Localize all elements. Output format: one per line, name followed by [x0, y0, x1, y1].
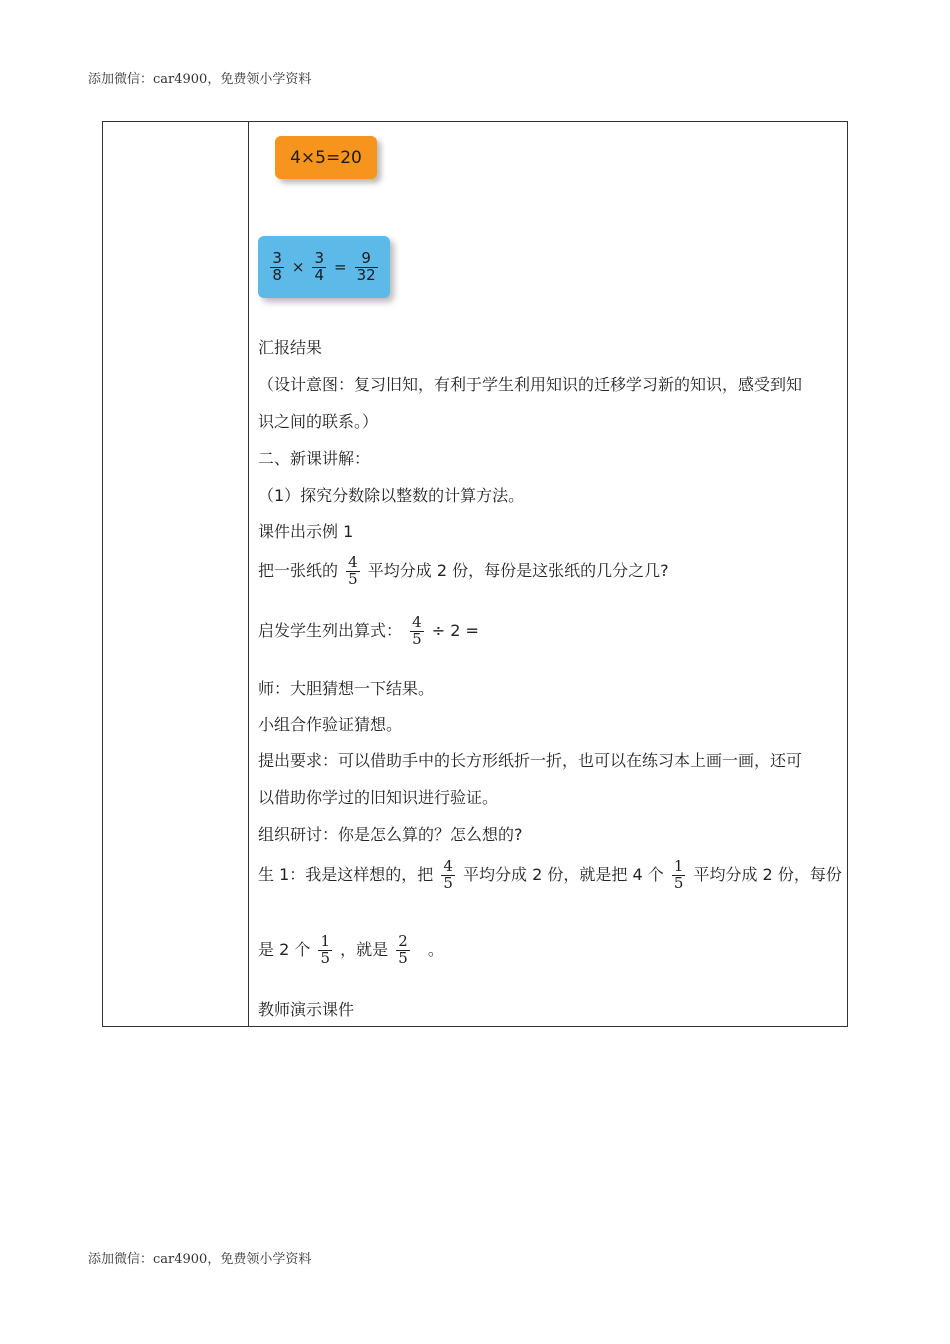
frac-num: 4 — [412, 613, 422, 631]
design-intent-line1: （设计意图：复习旧知，有利于学生利用知识的迁移学习新的知识，感受到知 — [258, 375, 803, 394]
fraction-2-5 — [396, 934, 410, 967]
fraction-4-5 — [346, 555, 360, 588]
watermark-bottom: 添加微信：car4900，免费领小学资料 — [88, 1252, 312, 1267]
equals-sign: = — [334, 258, 347, 276]
student1-cont-part3: 。 — [427, 939, 444, 959]
formula-suffix: ÷ 2 = — [431, 620, 479, 640]
teacher-demo: 教师演示课件 — [258, 1000, 355, 1019]
frac-den: 5 — [320, 948, 330, 967]
frac-num: 1 — [673, 857, 684, 875]
frac-num: 4 — [443, 857, 453, 875]
teacher-guess: 师：大胆猜想一下结果。 — [258, 679, 435, 698]
student1-part2: 平均分成 2 份，就是把 4 个 — [463, 864, 664, 884]
frac-num: 3 — [272, 248, 282, 267]
frac-den: 5 — [673, 873, 684, 892]
section-two-heading: 二、新课讲解： — [258, 449, 371, 468]
requirement-line2: 以借助你学过的旧知识进行验证。 — [258, 788, 499, 807]
frac-den: 5 — [398, 948, 408, 967]
student1-cont-part2: ，就是 — [340, 939, 389, 959]
blue-equation-card — [258, 236, 390, 298]
student1-part1: 生 1：我是这样想的，把 — [258, 864, 434, 884]
question-prefix: 把一张纸的 — [258, 560, 339, 580]
group-verify: 小组合作验证猜想。 — [258, 715, 403, 734]
student1-line — [258, 859, 842, 892]
times-sign: × — [291, 258, 305, 276]
fraction-3-4 — [312, 248, 326, 284]
frac-num: 4 — [348, 553, 358, 571]
orange-equation-card — [275, 136, 377, 179]
lesson-table — [102, 121, 848, 1027]
student1-part3: 平均分成 2 份，每份 — [693, 864, 842, 884]
fraction-9-32 — [355, 248, 378, 284]
orange-equation: 4×5=20 — [290, 147, 362, 168]
fraction-1-5 — [672, 859, 686, 892]
frac-den: 5 — [348, 569, 358, 588]
student1-continued — [258, 934, 444, 967]
requirement-line1: 提出要求：可以借助手中的长方形纸折一折，也可以在练习本上画一画，还可 — [258, 751, 803, 770]
question-line — [258, 555, 669, 588]
fraction-4-5 — [410, 615, 424, 648]
frac-num: 3 — [314, 248, 324, 267]
discussion: 组织研讨：你是怎么算的？怎么想的? — [258, 825, 523, 844]
frac-den: 32 — [356, 265, 376, 284]
fraction-equation — [267, 248, 380, 284]
watermark-top: 添加微信：car4900，免费领小学资料 — [88, 72, 312, 87]
formula-line — [258, 615, 479, 648]
example-label: 课件出示例 1 — [258, 522, 354, 541]
fraction-4-5 — [441, 859, 455, 892]
report-results: 汇报结果 — [258, 338, 323, 357]
frac-den: 5 — [412, 629, 422, 648]
frac-den: 8 — [272, 265, 282, 284]
fraction-1-5 — [318, 934, 332, 967]
frac-num: 2 — [398, 932, 408, 950]
question-suffix: 平均分成 2 份，每份是这张纸的几分之几? — [367, 560, 669, 580]
formula-prefix: 启发学生列出算式： — [258, 620, 403, 640]
frac-den: 4 — [314, 265, 324, 284]
student1-cont-part1: 是 2 个 — [258, 939, 311, 959]
lesson-content-cell — [249, 122, 847, 1026]
frac-den: 5 — [443, 873, 453, 892]
frac-num: 1 — [320, 932, 330, 950]
part-one-heading: （1）探究分数除以整数的计算方法。 — [258, 486, 525, 505]
design-intent-line2: 识之间的联系。） — [258, 412, 379, 431]
frac-num: 9 — [361, 248, 371, 267]
fraction-3-8 — [270, 248, 284, 284]
